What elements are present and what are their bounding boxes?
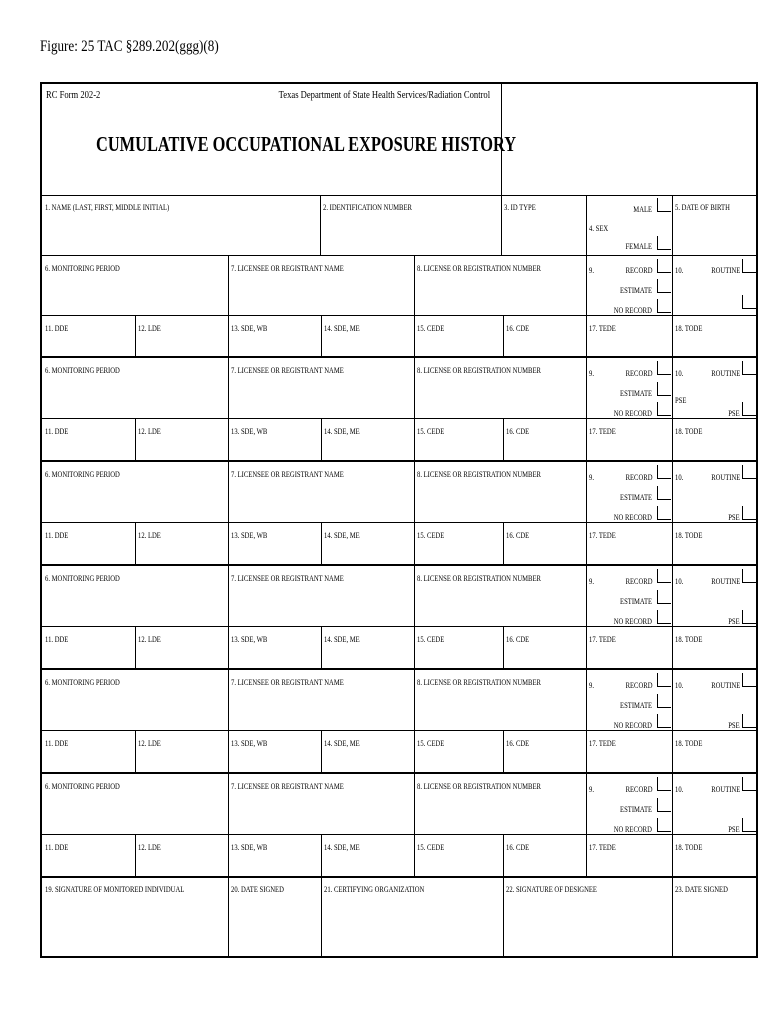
pse-checkbox[interactable] <box>742 402 756 416</box>
pse-checkbox[interactable] <box>742 610 756 624</box>
licensee-name-label: 7. LICENSEE OR REGISTRANT NAME <box>231 263 344 273</box>
date-signed-23-label: 23. DATE SIGNED <box>675 884 728 894</box>
no-record-checkbox[interactable] <box>657 299 671 313</box>
estimate-checkbox[interactable] <box>657 279 671 293</box>
routine-checkbox[interactable] <box>742 777 756 791</box>
id-type-label: 3. ID TYPE <box>504 202 536 212</box>
estimate-checkbox[interactable] <box>657 486 671 500</box>
form-number: RC Form 202-2 <box>46 89 101 101</box>
dob-label: 5. DATE OF BIRTH <box>675 202 730 212</box>
exposure-history-form: RC Form 202-2 Texas Department of State Health Services/Radiation Control CUMULATIVE OCCUPATIONAL EXPOSURE HISTORY 1. NAME (LAST, FIRST, MIDDLE INITIAL) 2. IDENTIFICATION NUMBER 3. ID TYPE MALE 4. SEX FEMALE 5. DATE OF BIRTH 6. MONITORING PERIOD 7. LICENSEE OR REGISTRANT NAME 8. LICENSE OR REGISTRATION NUMBER 9. RECORD ESTIMATE NO RECORD 10. ROUTINE 11. DDE 12. LDE 13. SDE, WB 14. SDE, ME 15. CEDE 16. CDE 17. TEDE 18. TODE 6. MONITORING PERIOD 7. LICENSEE OR REGISTRANT NAME 8. LICENSE OR REGISTRATION NUMBER 9. RECORD ESTIMATE NO RECORD 10. ROUTINE PSE PSE 11. DDE 12. LDE 13. SDE, WB 14. SDE, ME 15. CEDE 16. CDE 17. TEDE 18. TODE 6. MONITORING PERIOD 7. LICENSEE OR REGISTRANT NAME 8. LICENSE OR REGISTRATION NUMBER 9. RECORD ESTIMATE NO RECORD 10. ROUTINE PSE 11. DDE 12. LDE 13. SDE, WB 14. SDE, ME 15. CEDE 16. CDE 17. TEDE 18. TODE 6. MONITORING PERIOD 7. LICENSEE OR REGISTRANT NAME 8. LICENSE OR REGISTRATION NUMBER 9. RECORD ESTIMATE NO RECORD 10. ROUTINE PSE 11. DDE 12. LDE 13. SDE, WB 14. SDE, ME 15. CEDE 16. CDE 17. TEDE 18. TODE 6. MONITORING PERIOD 7. LICENSEE OR REGISTRANT NAME 8. LICENSE OR REGISTRATION NUMBER 9. RECORD ESTIMATE NO RECORD 10. ROUTINE PSE 11. DDE 12. LDE 13. SDE, WB 14. SDE, ME 15. CEDE 16. CDE 17. TEDE 18. TODE 6. MONITORING PERIOD 7. LICENSEE OR REGISTRANT NAME 8. LICENSE OR REGISTRATION NUMBER 9. RECORD ESTIMATE NO RECORD 10. ROUTINE PSE 11. DDE 12. LDE 13. SDE, WB 14. SDE, ME 15. CEDE 16. CDE 17. TEDE 18. TODE 19. SIGNATURE OF MONITORED INDIVIDUAL 20. DATE SIGNED 21. CERTIFYING ORGANIZATION 22. SIGNATURE OF DESIGNEE 23. DATE SIGNED <box>40 82 758 958</box>
male-checkbox[interactable] <box>657 198 671 212</box>
female-checkbox[interactable] <box>657 236 671 250</box>
no-record-checkbox[interactable] <box>657 402 671 416</box>
id-number-label: 2. IDENTIFICATION NUMBER <box>323 202 412 212</box>
certifying-org-label: 21. CERTIFYING ORGANIZATION <box>324 884 425 894</box>
record-checkbox[interactable] <box>657 259 671 273</box>
record-checkbox[interactable] <box>657 673 671 687</box>
estimate-checkbox[interactable] <box>657 694 671 708</box>
monitored-signature-label: 19. SIGNATURE OF MONITORED INDIVIDUAL <box>45 884 185 894</box>
form-title: CUMULATIVE OCCUPATIONAL EXPOSURE HISTORY <box>96 132 517 156</box>
pse-checkbox[interactable] <box>742 295 756 309</box>
figure-caption: Figure: 25 TAC §289.202(ggg)(8) <box>40 38 219 55</box>
license-number-label: 8. LICENSE OR REGISTRATION NUMBER <box>417 263 541 273</box>
header-divider <box>501 84 502 195</box>
female-label: FEMALE <box>625 241 652 251</box>
record-checkbox[interactable] <box>657 361 671 375</box>
pse-checkbox[interactable] <box>742 506 756 520</box>
no-record-checkbox[interactable] <box>657 818 671 832</box>
designee-signature-label: 22. SIGNATURE OF DESIGNEE <box>506 884 597 894</box>
no-record-checkbox[interactable] <box>657 610 671 624</box>
estimate-checkbox[interactable] <box>657 382 671 396</box>
record-checkbox[interactable] <box>657 465 671 479</box>
agency-name: Texas Department of State Health Services/Radiation Control <box>278 89 490 101</box>
pse-checkbox[interactable] <box>742 818 756 832</box>
estimate-checkbox[interactable] <box>657 798 671 812</box>
routine-checkbox[interactable] <box>742 361 756 375</box>
male-label: MALE <box>633 204 652 214</box>
routine-checkbox[interactable] <box>742 569 756 583</box>
record-checkbox[interactable] <box>657 569 671 583</box>
routine-checkbox[interactable] <box>742 673 756 687</box>
routine-checkbox[interactable] <box>742 259 756 273</box>
no-record-checkbox[interactable] <box>657 714 671 728</box>
monitoring-period-label: 6. MONITORING PERIOD <box>45 263 120 273</box>
sex-label: 4. SEX <box>589 223 609 233</box>
record-checkbox[interactable] <box>657 777 671 791</box>
no-record-checkbox[interactable] <box>657 506 671 520</box>
pse-checkbox[interactable] <box>742 714 756 728</box>
name-label: 1. NAME (LAST, FIRST, MIDDLE INITIAL) <box>45 202 170 212</box>
estimate-checkbox[interactable] <box>657 590 671 604</box>
routine-checkbox[interactable] <box>742 465 756 479</box>
date-signed-20-label: 20. DATE SIGNED <box>231 884 284 894</box>
header-bottom-rule <box>42 195 756 196</box>
